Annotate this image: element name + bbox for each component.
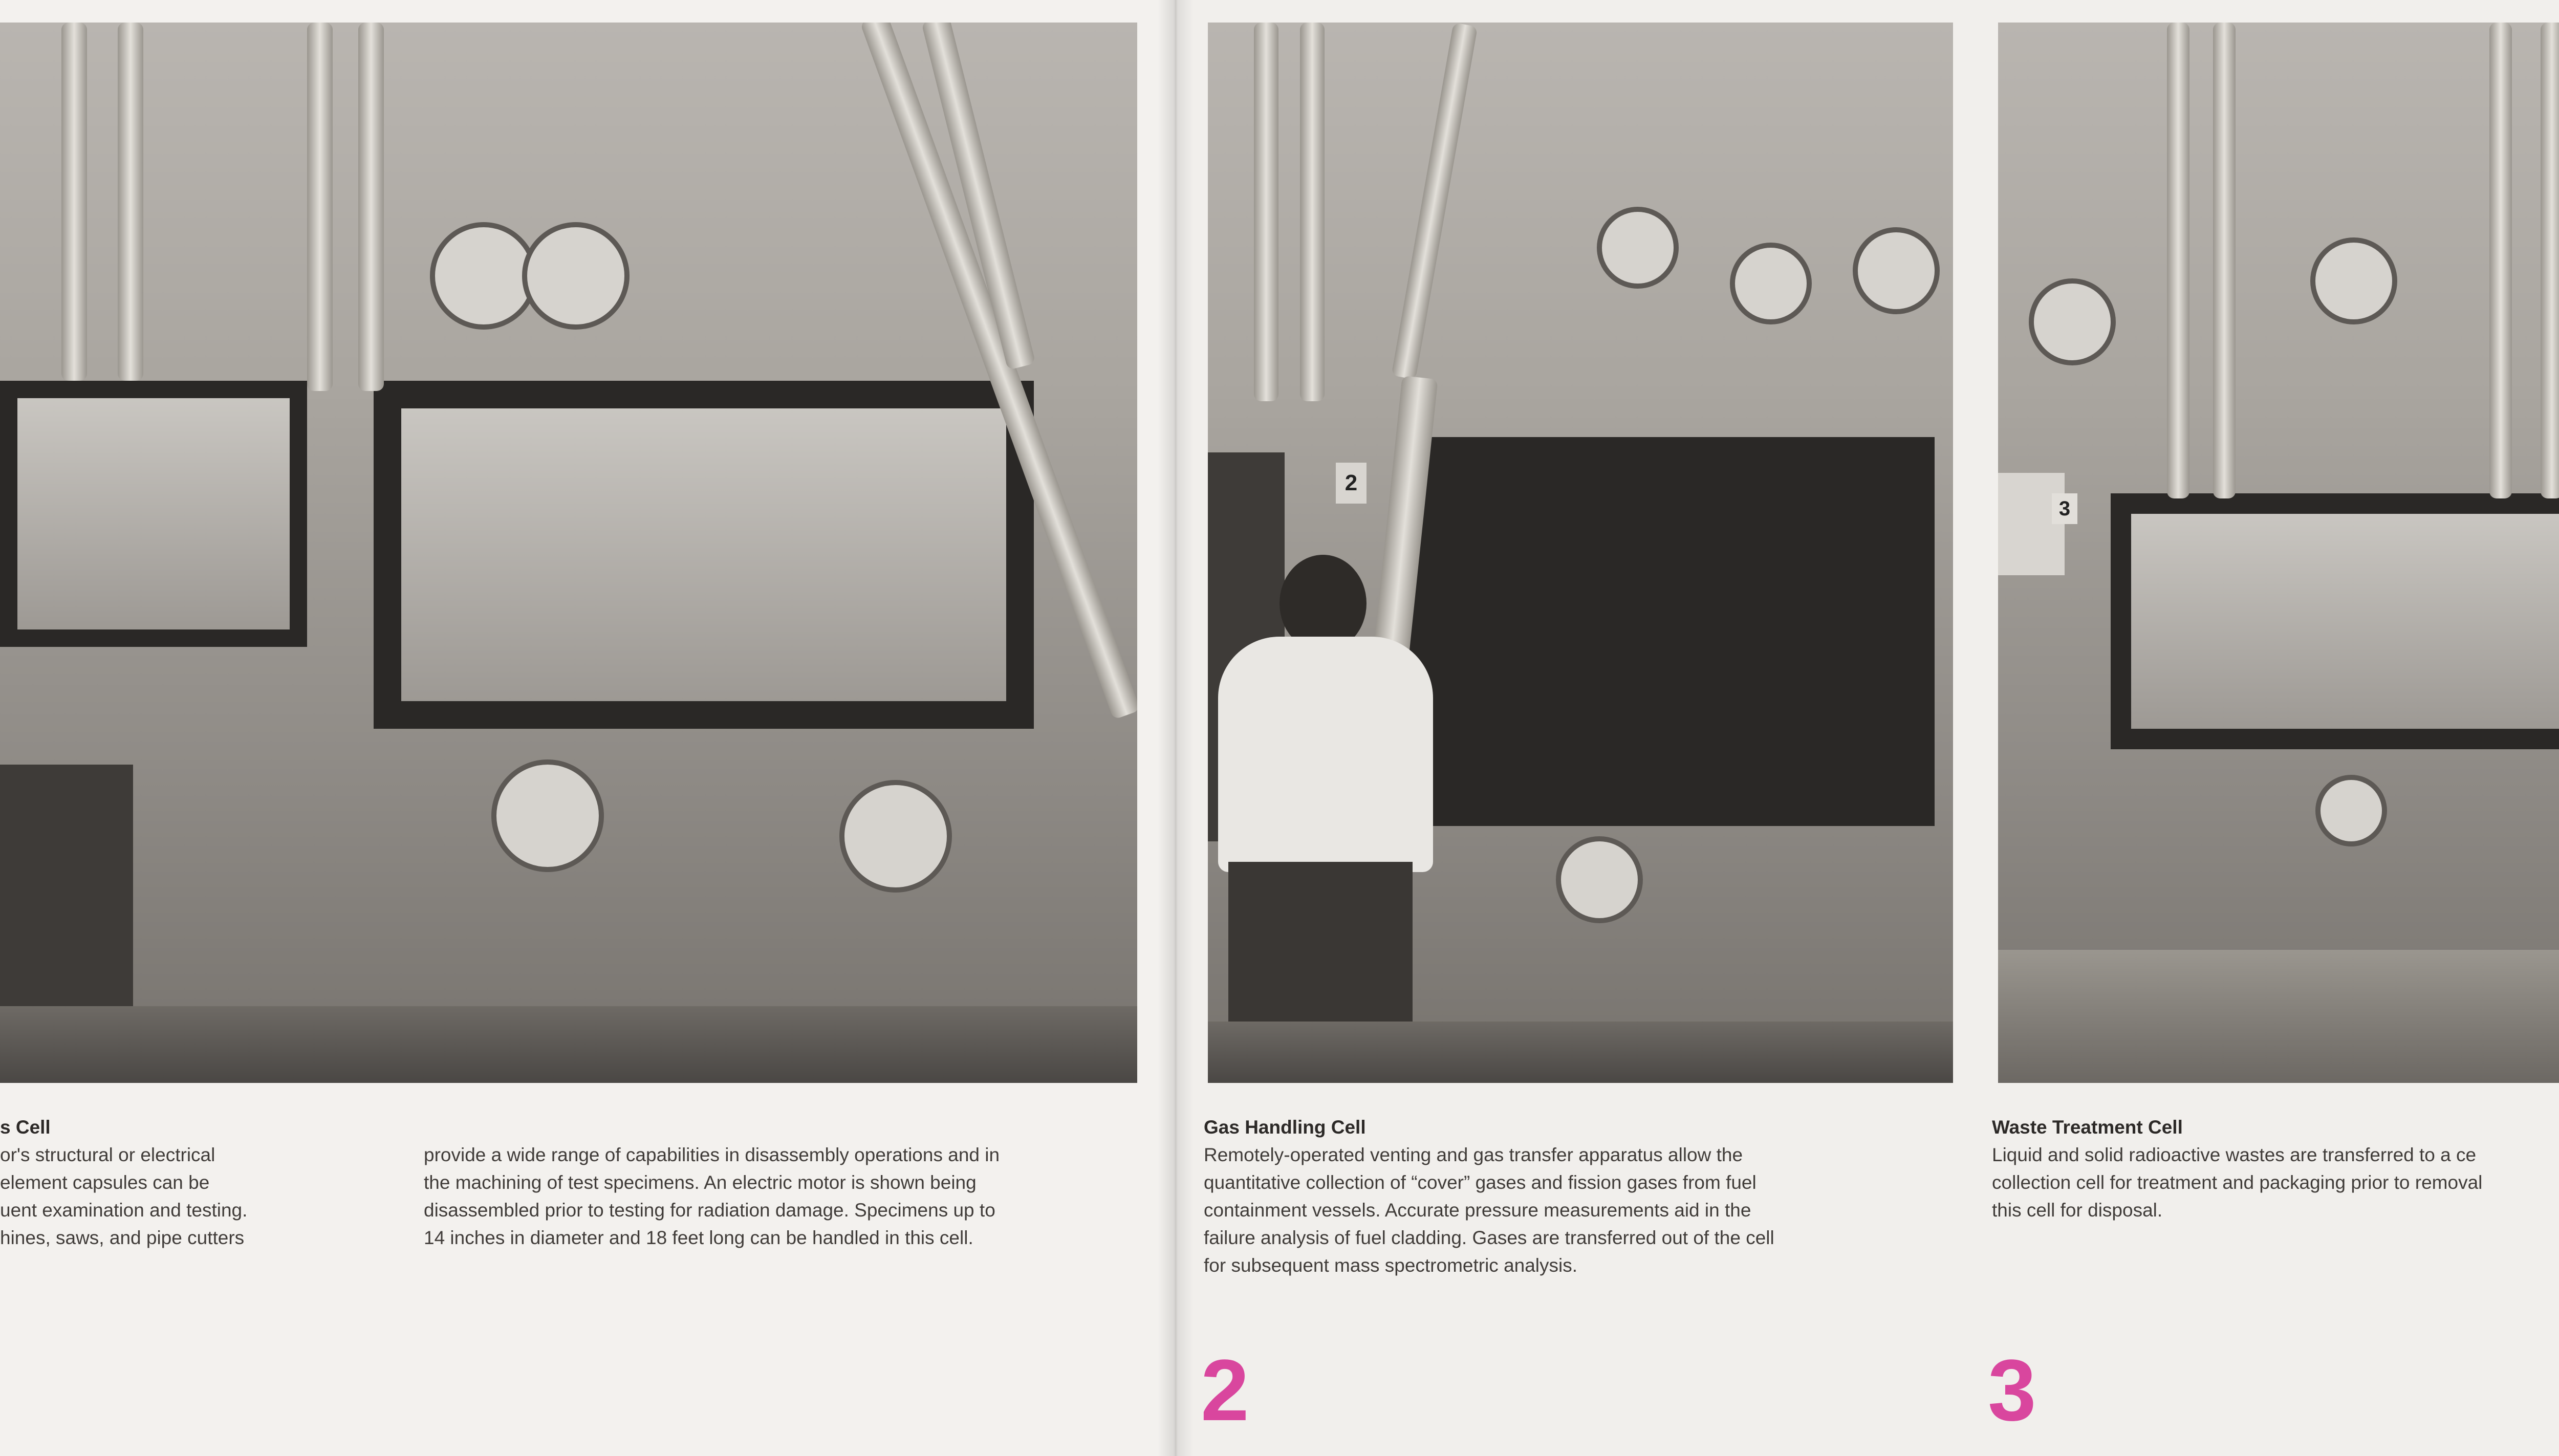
caption-line: element capsules can be <box>0 1172 210 1193</box>
cell-number-plate: 2 <box>1336 463 1367 504</box>
caption-line: hines, saws, and pipe cutters <box>0 1227 245 1248</box>
operator-figure <box>1218 534 1443 1082</box>
photo-gas-handling-cell <box>1208 23 1953 1083</box>
caption-title-waste-treatment-cell: Waste Treatment Cell <box>1992 1117 2183 1138</box>
caption-body-gas-handling <box>1204 1141 1774 1279</box>
cell-window <box>2111 493 2559 749</box>
caption-line: this cell for disposal. <box>1992 1200 2163 1221</box>
caption-body-disassembly-part2 <box>424 1141 1000 1252</box>
caption-line: for subsequent mass spectrometric analysis. <box>1204 1255 1578 1276</box>
caption-line: Remotely-operated venting and gas transfer apparatus allow the <box>1204 1144 1743 1165</box>
caption-line: Liquid and solid radioactive wastes are transferred to a ce <box>1992 1144 2477 1165</box>
caption-line: provide a wide range of capabilities in disassembly operations and in <box>424 1144 1000 1165</box>
caption-line: containment vessels. Accurate pressure measurements aid in the <box>1204 1200 1751 1221</box>
section-number-3: 3 <box>1988 1342 2036 1439</box>
cell-window-main <box>374 381 1034 729</box>
photo-waste-treatment-cell <box>1998 23 2559 1083</box>
caption-title-gas-handling-cell: Gas Handling Cell <box>1204 1117 1366 1138</box>
book-gutter <box>1158 0 1194 1456</box>
caption-title-disassembly-cell: s Cell <box>0 1117 51 1138</box>
caption-line: 14 inches in diameter and 18 feet long can be handled in this cell. <box>424 1227 973 1248</box>
cell-window-left <box>0 381 307 647</box>
caption-line: quantitative collection of “cover” gases and fission gases from fuel <box>1204 1172 1756 1193</box>
caption-line: collection cell for treatment and packaging prior to removal <box>1992 1172 2483 1193</box>
cell-number-plate: 3 <box>2052 493 2077 524</box>
caption-line: disassembled prior to testing for radiation damage. Specimens up to <box>424 1200 995 1221</box>
photo-disassembly-cell <box>0 23 1137 1083</box>
caption-line: uent examination and testing. <box>0 1200 248 1221</box>
caption-body-waste-treatment <box>1992 1141 2482 1224</box>
caption-body-disassembly-part1 <box>0 1141 247 1252</box>
caption-line: or's structural or electrical <box>0 1144 215 1165</box>
caption-line: failure analysis of fuel cladding. Gases are transferred out of the cell <box>1204 1227 1774 1248</box>
section-number-2: 2 <box>1201 1342 1249 1439</box>
caption-line: the machining of test specimens. An electric motor is shown being <box>424 1172 977 1193</box>
cell-window <box>1402 437 1935 826</box>
